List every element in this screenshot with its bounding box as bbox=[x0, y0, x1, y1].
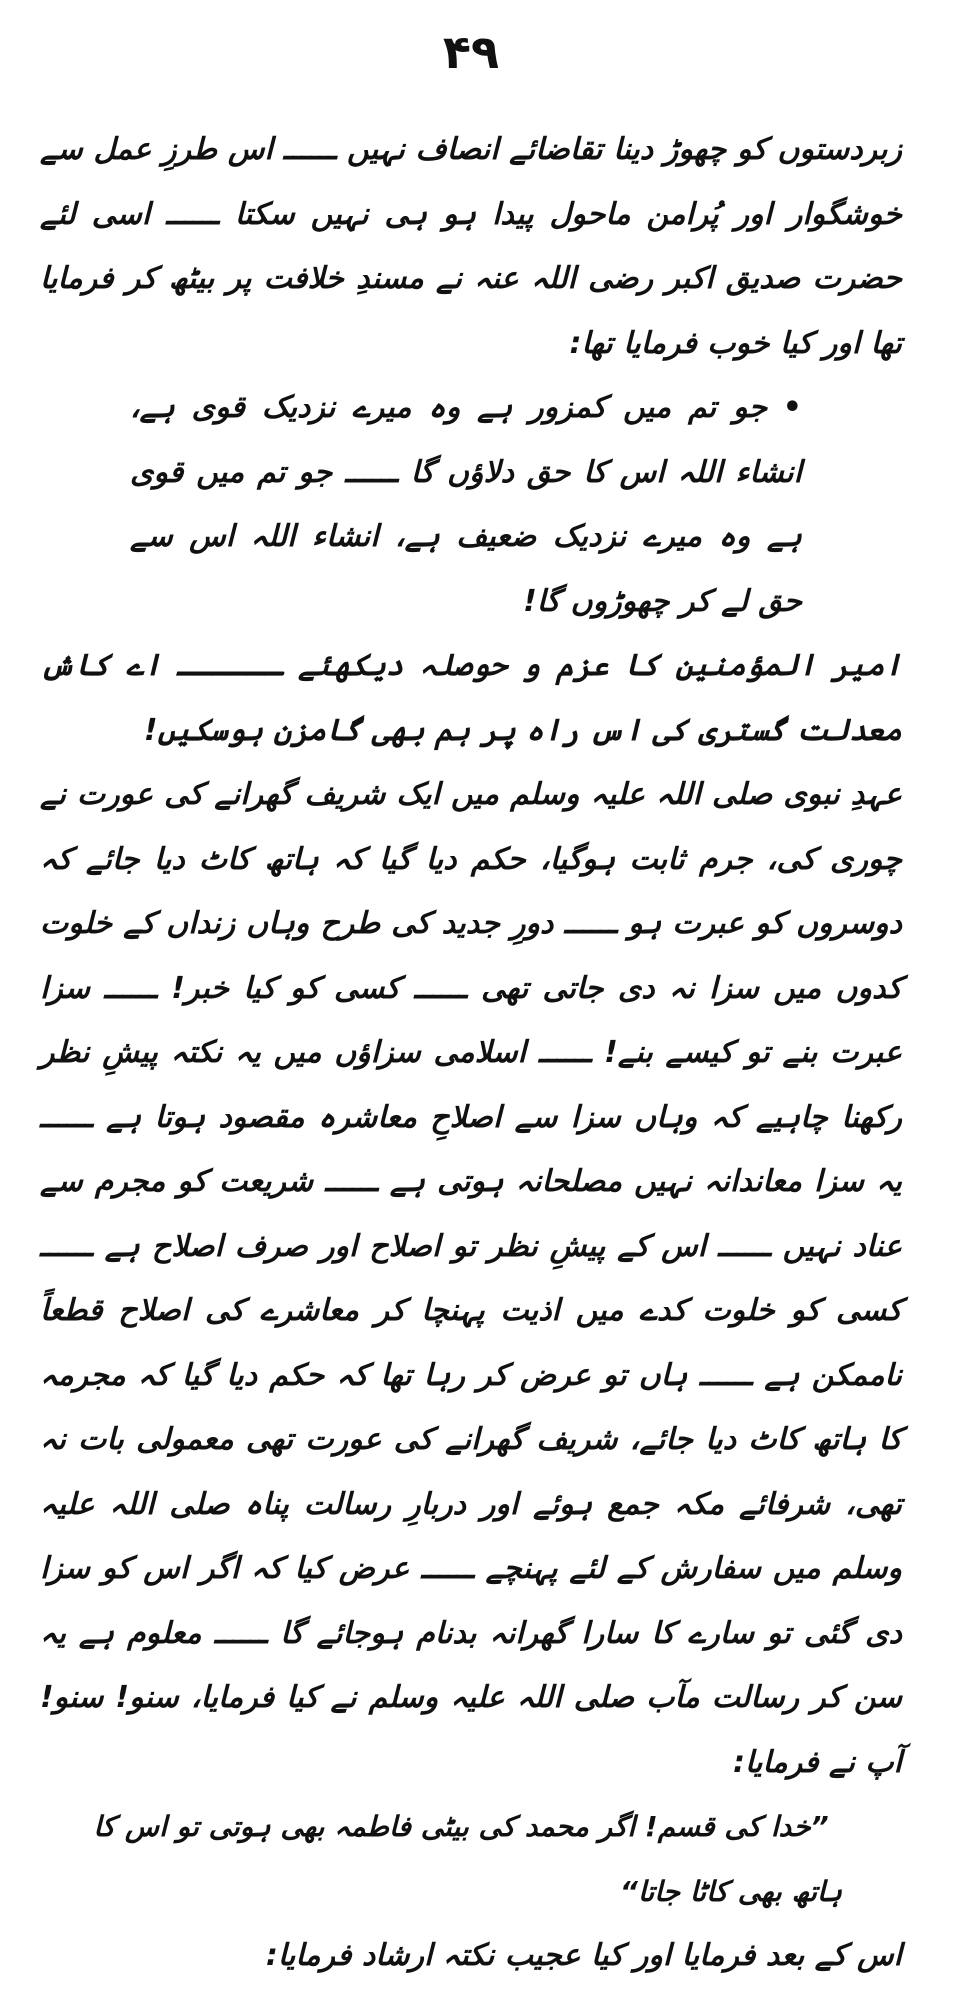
paragraph-intro: زبردستوں کو چھوڑ دینا تقاضائے انصاف نہیں ــــــ اس طرزِ عمل سے خوشگوار اور پُرامن ماحول پیدا ہو ہی نہیں سکتا ــــــ اسی لئے حضرت صدیق اکبر رضی اللہ عنہ نے مسندِ خلافت پر بیٹھ کر فرمایا تھا اور کیا خوب فرمایا تھا: bbox=[40, 132, 902, 361]
quote-siddiq-text: جو تم میں کمزور ہے وہ میرے نزدیک قوی ہے، انشاء اللہ اس کا حق دلاؤں گا ــــــ جو تم میں قوی ہے وہ میرے نزدیک ضعیف ہے، انشاء اللہ اس سے حق لے کر چھوڑوں گا! bbox=[130, 390, 802, 619]
paragraph-ahd-e-nabawi: عہدِ نبوی صلی اللہ علیہ وسلم میں ایک شریف گھرانے کی عورت نے چوری کی، جرم ثابت ہوگیا، حکم دیا گیا کہ ہاتھ کاٹ دیا جائے کہ دوسروں کو عبرت ہو ــــــ دورِ جدید کی طرح وہاں زنداں کے خلوت کدوں میں سزا نہ دی جاتی تھی ــــــ کسی کو کیا خبر! ــــــ سزا عبرت بنے تو کیسے بنے! ــــــ اسلامی سزاؤں میں یہ نکتہ پیشِ نظر رکھنا چاہیے کہ وہاں سزا سے اصلاحِ معاشرہ مقصود ہوتا ہے ــــــ یہ سزا معاندانہ نہیں مصلحانہ ہوتی ہے ــــــ شریعت کو مجرم سے عناد نہیں ــــــ اس کے پیشِ نظر تو اصلاح اور صرف اصلاح ہے ــــــ کسی کو خلوت کدے میں اذیت پہنچا کر معاشرے کی اصلاح قطعاً ناممکن ہے ــــــ ہاں تو عرض کر رہا تھا کہ حکم دیا گیا کہ مجرمہ کا ہاتھ کاٹ دیا جائے، شریف گھرانے کی عورت تھی معمولی بات نہ تھی، شرفائے مکہ جمع ہوئے اور دربارِ رسالت پناہ صلی اللہ علیہ وسلم میں سفارش کے لئے پہنچے ــــــ عرض کیا کہ اگر اس کو سزا دی گئی تو سارے کا سارا گھرانہ بدنام ہوجائے گا ــــــ معلوم ہے یہ سن کر رسالت مآب صلی اللہ علیہ وسلم نے کیا فرمایا، سنو! سنو! آپ نے فرمایا: bbox=[40, 777, 902, 1780]
document-body bbox=[40, 118, 902, 1989]
quote-prophet: ”خدا کی قسم! اگر محمد کی بیٹی فاطمہ بھی ہوتی تو اس کا ہاتھ بھی کاٹا جاتا“ bbox=[93, 1810, 842, 1908]
paragraph-closing: اس کے بعد فرمایا اور کیا عجیب نکتہ ارشاد فرمایا: bbox=[265, 1938, 902, 1973]
paragraph-amir-ul-momineen: امیر المؤمنین کا عزم و حوصلہ دیکھئے ــــــ اے کاش معدلت گستری کی اس راہ پر ہم بھی گامزن ہوسکیں! bbox=[40, 648, 902, 748]
quote-siddiq-akbar bbox=[130, 376, 802, 634]
bullet-icon: • bbox=[782, 390, 802, 425]
page-number: ۴۹ bbox=[442, 25, 500, 79]
